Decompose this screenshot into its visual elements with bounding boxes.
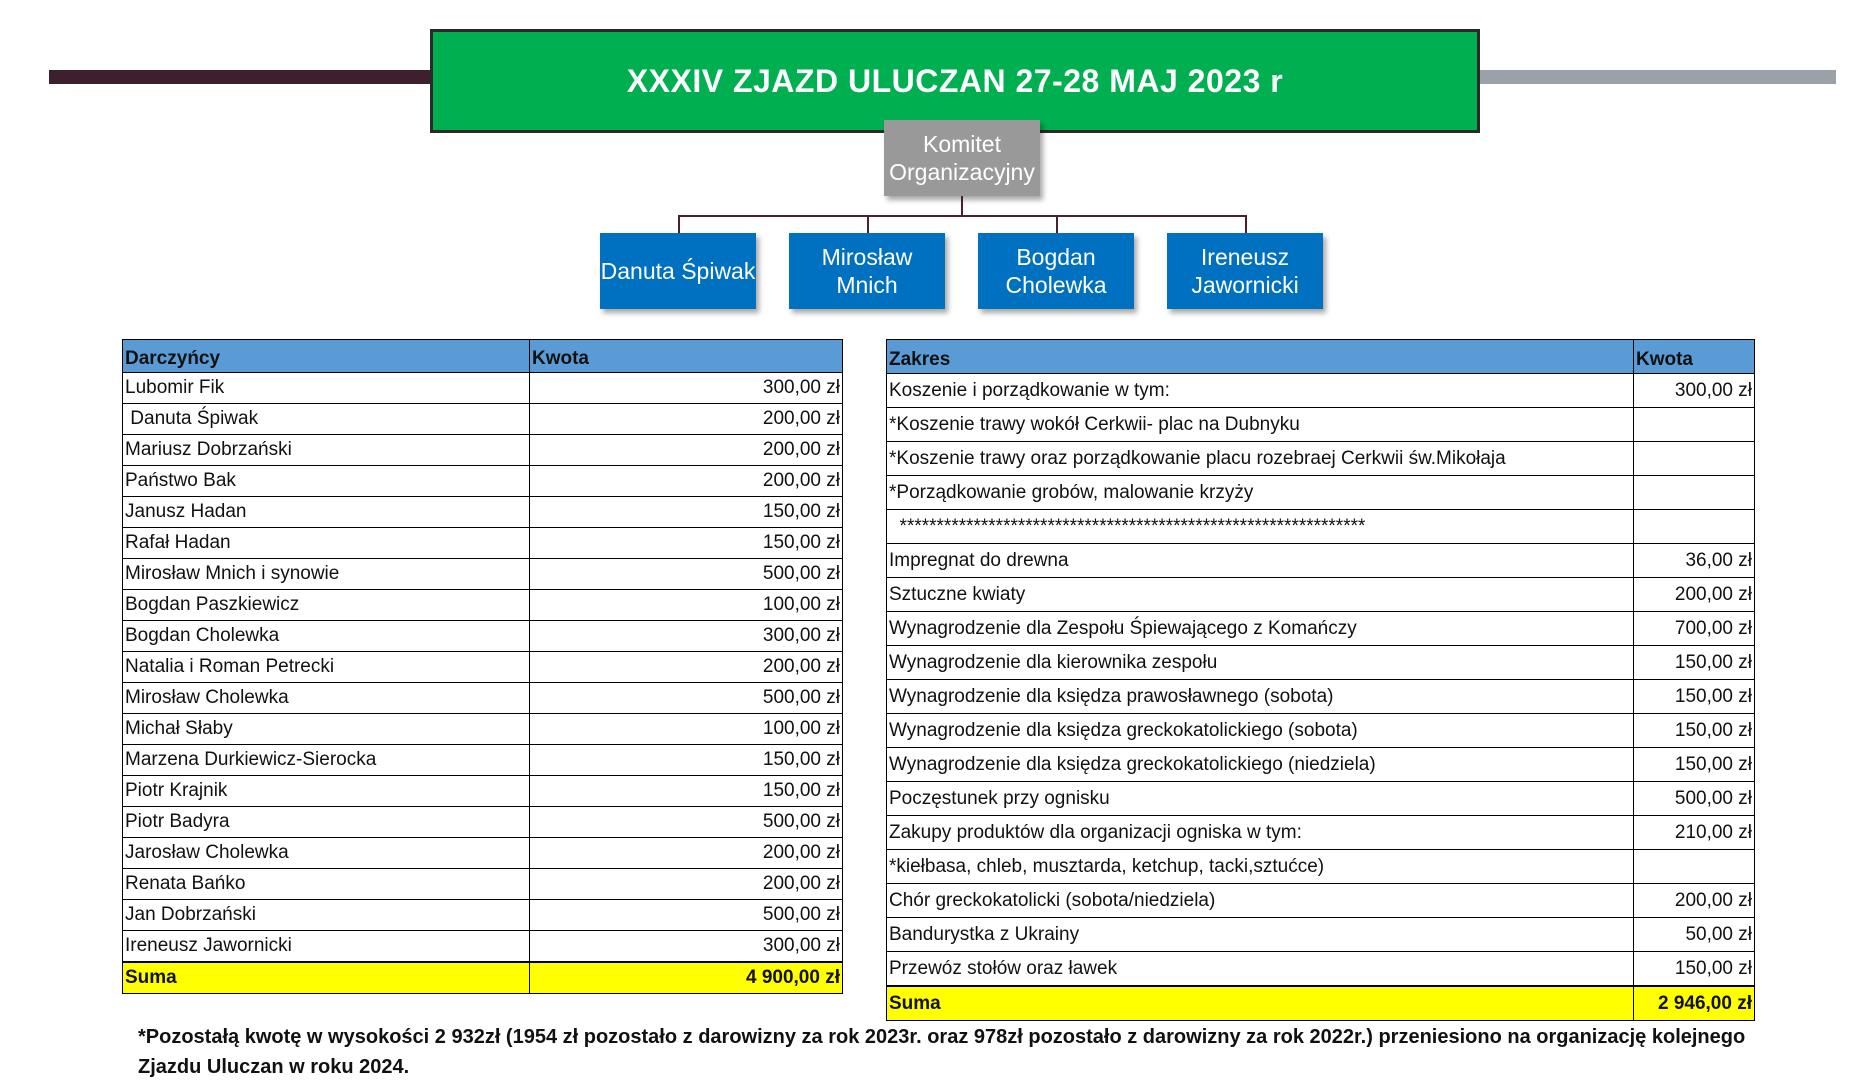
table-row [887,374,1755,408]
table-row [887,850,1755,884]
row-label: Ireneusz Jawornicki [123,931,530,963]
row-amount: 210,00 zł [1634,816,1755,850]
row-label: Lubomir Fik [123,373,530,404]
sum-label: Suma [887,986,1634,1021]
row-label: *************************************************************** [887,510,1634,544]
row-amount: 100,00 zł [530,714,843,745]
footnote: *Pozostałą kwotę w wysokości 2 932zł (1954 zł pozostało z darowizny za rok 2023r. oraz 978zł pozostało z darowizny za rok 2022r.) przeniesiono na organizację kolejnego Zjazdu Uluczan w roku 2024. [138,1026,1746,1078]
table-row [123,838,843,869]
table-row [123,683,843,714]
row-label: Bandurystka z Ukrainy [887,918,1634,952]
column-header-amount: Kwota [1634,340,1755,374]
row-label: Impregnat do drewna [887,544,1634,578]
table-row [887,714,1755,748]
table-row [887,544,1755,578]
row-amount: 100,00 zł [530,590,843,621]
row-label: Wynagrodzenie dla kierownika zespołu [887,646,1634,680]
row-amount [1634,510,1755,544]
row-amount [1634,850,1755,884]
sum-row [123,962,843,994]
row-label: Mirosław Cholewka [123,683,530,714]
row-label: Natalia i Roman Petrecki [123,652,530,683]
sum-value: 2 946,00 zł [1634,986,1755,1021]
table-row [123,776,843,807]
row-label: *Porządkowanie grobów, malowanie krzyży [887,476,1634,510]
table-row [887,952,1755,987]
table-row [887,884,1755,918]
committee-box: Komitet Organizacyjny [884,120,1040,196]
row-label: Jan Dobrzański [123,900,530,931]
row-label: Wynagrodzenie dla Zespołu Śpiewającego z Komańczy [887,612,1634,646]
row-amount: 200,00 zł [530,435,843,466]
row-label: Sztuczne kwiaty [887,578,1634,612]
table-row [123,807,843,838]
row-amount: 200,00 zł [530,652,843,683]
row-label: Zakupy produktów dla organizacji ogniska w tym: [887,816,1634,850]
table-row [123,466,843,497]
connector-drop-3 [1056,215,1058,233]
row-amount [1634,442,1755,476]
table-row [887,748,1755,782]
row-amount: 500,00 zł [530,683,843,714]
row-amount: 150,00 zł [1634,748,1755,782]
row-label: Państwo Bak [123,466,530,497]
connector-horizontal [678,215,1246,217]
column-header-amount: Kwota [530,340,843,373]
table-row [123,497,843,528]
row-label: Bogdan Cholewka [123,621,530,652]
row-label: *Koszenie trawy oraz porządkowanie placu rozebraej Cerkwii św.Mikołaja [887,442,1634,476]
donors-table [122,339,843,994]
decorative-bar-right [1480,70,1836,84]
column-header-donors: Darczyńcy [123,340,530,373]
connector-drop-1 [678,215,680,233]
row-amount: 500,00 zł [530,559,843,590]
table-row [887,646,1755,680]
member-box-2: Mirosław Mnich [789,233,945,309]
table-row [887,578,1755,612]
table-row [887,442,1755,476]
connector-vertical-main [961,196,963,216]
row-label: Marzena Durkiewicz-Sierocka [123,745,530,776]
table-header-row [887,340,1755,374]
connector-drop-4 [1245,215,1247,233]
title-banner [430,29,1480,133]
row-label: *kiełbasa, chleb, musztarda, ketchup, tacki,sztućce) [887,850,1634,884]
connector-drop-2 [867,215,869,233]
row-label: Mariusz Dobrzański [123,435,530,466]
row-amount: 200,00 zł [530,404,843,435]
table-row [887,918,1755,952]
row-label: Mirosław Mnich i synowie [123,559,530,590]
row-label: Przewóz stołów oraz ławek [887,952,1634,987]
row-label: Koszenie i porządkowanie w tym: [887,374,1634,408]
row-amount: 700,00 zł [1634,612,1755,646]
table-row [123,869,843,900]
row-label: Bogdan Paszkiewicz [123,590,530,621]
row-amount: 200,00 zł [1634,884,1755,918]
table-row [123,373,843,404]
table-row [123,590,843,621]
table-row [887,816,1755,850]
row-amount: 50,00 zł [1634,918,1755,952]
table-row [123,714,843,745]
row-amount: 500,00 zł [530,807,843,838]
row-label: Rafał Hadan [123,528,530,559]
table-row [123,435,843,466]
row-label: Janusz Hadan [123,497,530,528]
table-row [123,559,843,590]
sum-value: 4 900,00 zł [530,962,843,994]
table-row [123,404,843,435]
table-row [123,528,843,559]
row-amount: 150,00 zł [530,497,843,528]
row-amount [1634,476,1755,510]
row-label: *Koszenie trawy wokół Cerkwii- plac na Dubnyku [887,408,1634,442]
table-row [887,680,1755,714]
decorative-bar-left [49,70,431,84]
row-amount: 300,00 zł [530,373,843,404]
row-amount [1634,408,1755,442]
row-amount: 36,00 zł [1634,544,1755,578]
row-amount: 150,00 zł [530,776,843,807]
row-amount: 200,00 zł [530,466,843,497]
table-row [887,476,1755,510]
row-label: Piotr Badyra [123,807,530,838]
row-label: Wynagrodzenie dla księdza prawosławnego (sobota) [887,680,1634,714]
row-label: Chór greckokatolicki (sobota/niedziela) [887,884,1634,918]
row-amount: 500,00 zł [1634,782,1755,816]
row-label: Piotr Krajnik [123,776,530,807]
row-amount: 300,00 zł [1634,374,1755,408]
table-row [123,931,843,963]
table-header-row [123,340,843,373]
member-box-4: Ireneusz Jawornicki [1167,233,1323,309]
table-row [123,900,843,931]
column-header-scope: Zakres [887,340,1634,374]
row-amount: 200,00 zł [1634,578,1755,612]
member-box-3: Bogdan Cholewka [978,233,1134,309]
page-title: XXXIV ZJAZD ULUCZAN 27-28 MAJ 2023 r [626,62,1284,99]
row-amount: 150,00 zł [1634,646,1755,680]
row-amount: 300,00 zł [530,931,843,963]
table-row [887,782,1755,816]
table-row [123,652,843,683]
row-amount: 150,00 zł [1634,680,1755,714]
row-amount: 500,00 zł [530,900,843,931]
row-label: Wynagrodzenie dla księdza greckokatolickiego (sobota) [887,714,1634,748]
member-box-1: Danuta Śpiwak [600,233,756,309]
row-amount: 200,00 zł [530,869,843,900]
row-amount: 150,00 zł [530,528,843,559]
expenses-table [886,339,1755,1021]
table-row [887,408,1755,442]
sum-row [887,986,1755,1021]
row-amount: 150,00 zł [1634,714,1755,748]
table-row [887,612,1755,646]
table-row [123,621,843,652]
sum-label: Suma [123,962,530,994]
row-label: Renata Bańko [123,869,530,900]
row-amount: 300,00 zł [530,621,843,652]
row-label: Jarosław Cholewka [123,838,530,869]
row-amount: 150,00 zł [1634,952,1755,987]
row-label: Wynagrodzenie dla księdza greckokatolickiego (niedziela) [887,748,1634,782]
table-row [123,745,843,776]
row-label: Michał Słaby [123,714,530,745]
row-amount: 150,00 zł [530,745,843,776]
row-label: Danuta Śpiwak [123,404,530,435]
row-amount: 200,00 zł [530,838,843,869]
table-row [887,510,1755,544]
row-label: Poczęstunek przy ognisku [887,782,1634,816]
